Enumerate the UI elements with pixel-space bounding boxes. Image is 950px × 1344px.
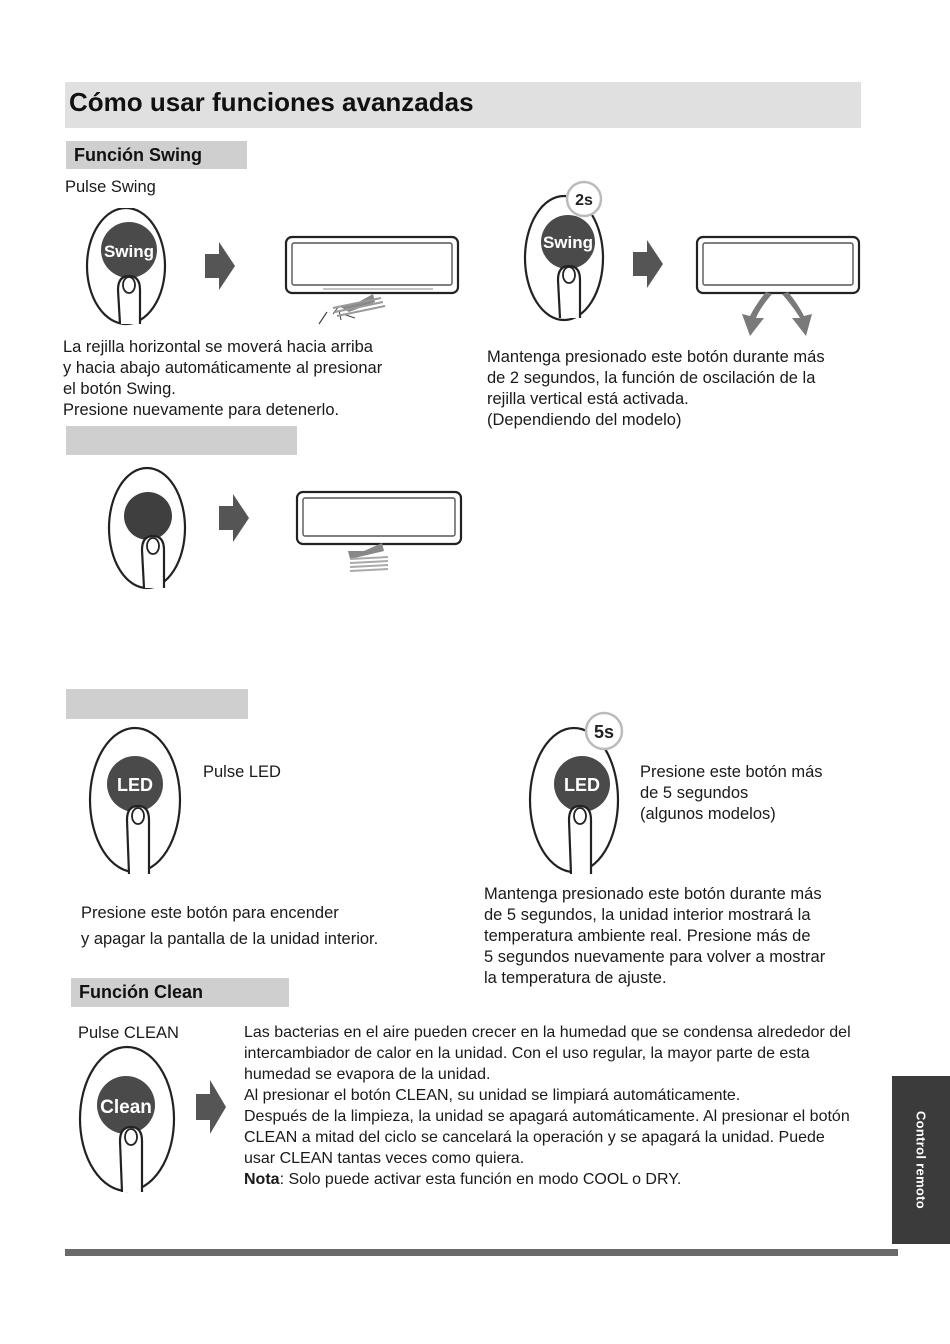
swing-section-heading: Función Swing bbox=[74, 145, 202, 165]
swing-instruction: Pulse Swing bbox=[65, 178, 156, 196]
swing-section-header bbox=[66, 141, 247, 169]
side-tab-label: Control remoto bbox=[913, 1110, 929, 1210]
swing-hold-badge: 2s bbox=[575, 192, 593, 209]
clean-button-label: Clean bbox=[100, 1097, 152, 1118]
led-button-label: LED bbox=[117, 775, 153, 795]
ac-unit-vertical-swing-illustration bbox=[694, 234, 864, 339]
blank-section-header bbox=[66, 426, 297, 455]
swing-remote-illustration bbox=[80, 208, 180, 333]
clean-section-header bbox=[71, 978, 289, 1007]
unlabeled-button-icon bbox=[124, 492, 172, 540]
page-title-bar bbox=[65, 82, 861, 128]
clean-note: Nota: Solo puede activar esta función en modo COOL o DRY. bbox=[244, 1171, 682, 1188]
led-instruction: Pulse LED bbox=[203, 763, 281, 781]
swing-hold-arrow-icon bbox=[631, 238, 665, 290]
page-title: Cómo usar funciones avanzadas bbox=[69, 87, 474, 117]
clean-remote-illustration bbox=[75, 1045, 185, 1195]
clean-arrow-icon bbox=[194, 1078, 228, 1136]
blank-function-arrow-icon bbox=[217, 492, 251, 544]
blank-function-remote-illustration bbox=[104, 466, 204, 596]
led-press-description: Presione este botón para encender y apagar la pantalla de la unidad interior. bbox=[81, 904, 379, 948]
clean-description: Las bacterias en el aire pueden crecer en la humedad que se condensa alrededor del intercambiador de calor en la unidad. Con el uso regular, la mayor parte de esta humedad se evapora de la unidad. Al presionar el botón CLEAN, su unidad se limpiará automáticamente. Después de la limpieza, la unidad se apagará automáticamente. Al presionar el botón CLEAN a mitad del ciclo se cancelará la operación y se apagará la unidad. Puede usar CLEAN tantas veces como quiera. Nota: Solo puede activar esta función en modo COOL o DRY. bbox=[244, 1024, 851, 1188]
clean-instruction: Pulse CLEAN bbox=[78, 1024, 179, 1042]
swing-button-label: Swing bbox=[103, 242, 155, 261]
led-hold-button-label: LED bbox=[564, 775, 600, 795]
ac-unit-airflow-illustration bbox=[294, 489, 464, 579]
led-hold-remote-illustration bbox=[524, 710, 634, 880]
ac-unit-horizontal-swing-illustration bbox=[283, 234, 461, 332]
led-hold-badge: 5s bbox=[593, 722, 615, 742]
swing-hold-button-label: Swing bbox=[542, 233, 594, 252]
side-tab bbox=[892, 1076, 950, 1244]
led-remote-illustration bbox=[85, 724, 190, 879]
swing-hold-remote-illustration bbox=[518, 180, 618, 325]
swing-hold-description: Mantenga presionado este botón durante más de 2 segundos, la función de oscilación de la rejilla vertical está activada. (Dependiendo del modelo) bbox=[487, 348, 825, 429]
led-section-header bbox=[66, 689, 248, 719]
clean-section-heading: Función Clean bbox=[79, 982, 204, 1002]
led-hold-instruction: Presione este botón más de 5 segundos (algunos modelos) bbox=[640, 763, 823, 823]
clean-note-label: Nota bbox=[244, 1171, 280, 1188]
led-hold-description: Mantenga presionado este botón durante más de 5 segundos, la unidad interior mostrará la temperatura ambiente real. Presione más de 5 segundos nuevamente para volver a mostrar la temperatura de ajuste. bbox=[484, 885, 826, 987]
bottom-divider bbox=[65, 1249, 898, 1256]
swing-press-description: La rejilla horizontal se moverá hacia arriba y hacia abajo automáticamente al presionar el botón Swing. Presione nuevamente para detenerlo. bbox=[63, 338, 383, 419]
swing-arrow-icon bbox=[203, 240, 237, 292]
